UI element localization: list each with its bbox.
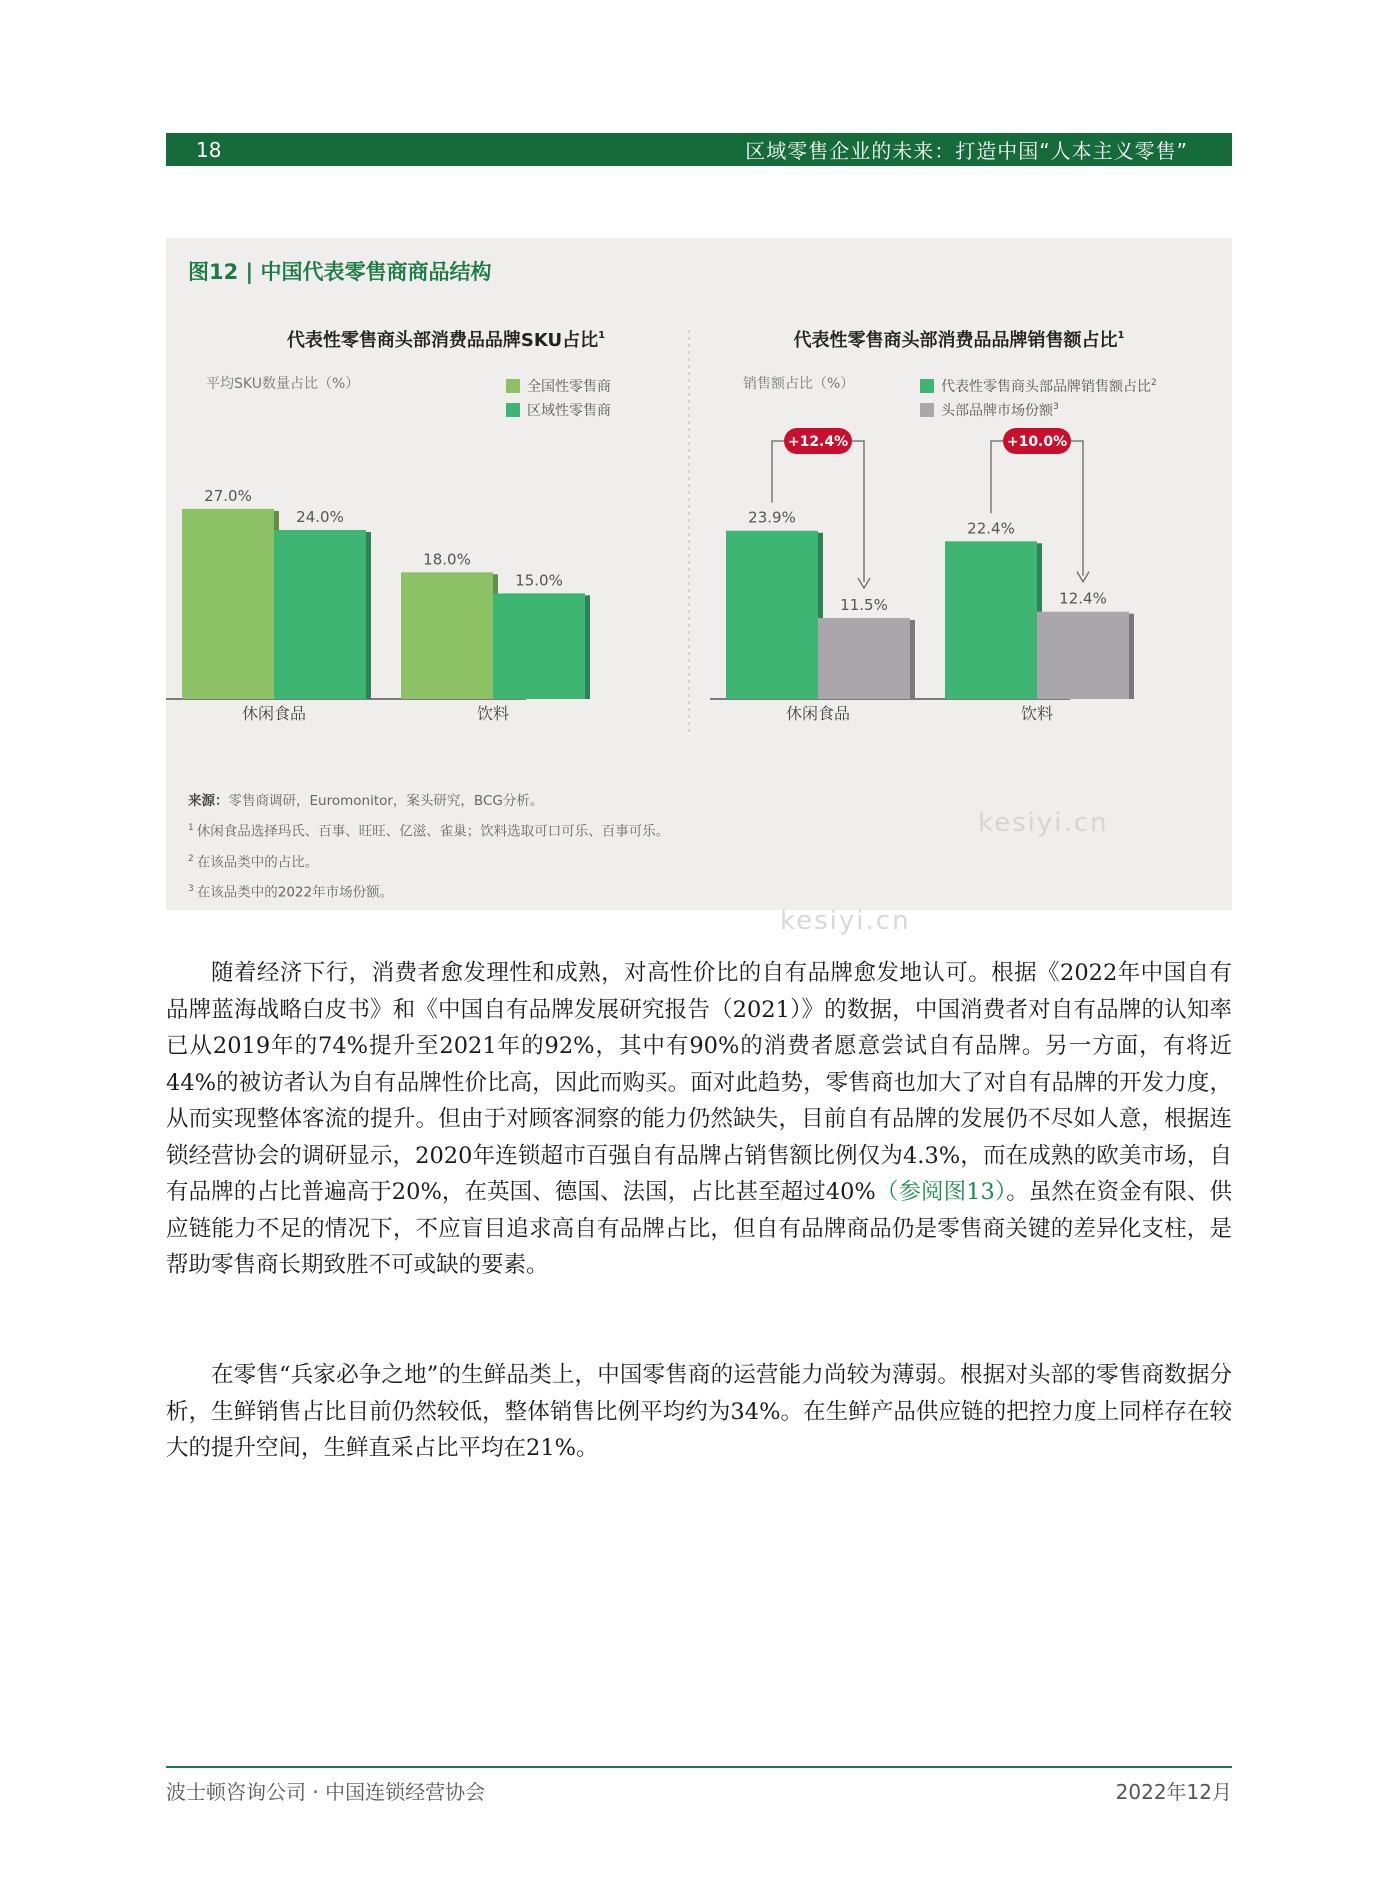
chart-2-bar-shade-2-1 [910,620,915,699]
chart-1-legend-swatch-1 [506,379,520,393]
watermark-1: kesiyi.cn [978,808,1109,838]
page-header [166,133,1232,166]
chart-1-category-label-1: 休闲食品 [241,704,307,723]
chart-1-bar-2-1 [274,530,366,699]
source-line [188,788,669,815]
body-paragraph-1 [166,955,1232,1284]
chart-2-category-label-2: 饮料 [1020,704,1054,723]
chart-2-bar-1-1 [726,531,818,699]
note-2 [188,846,669,877]
chart-2-bar-2-1 [818,618,910,699]
note-1 [188,815,669,846]
note-3-num: 3 [188,884,194,894]
source-text: 零售商调研，Euromonitor，案头研究，BCG分析。 [228,793,544,809]
chart-1-bar-2-2 [493,593,585,699]
footer-left: 波士顿咨询公司 · 中国连锁经营协会 [166,1780,486,1804]
chart-2-bar-1-2 [945,541,1037,699]
watermark-2: kesiyi.cn [780,906,911,936]
chart-1-category-label-2: 饮料 [476,704,510,723]
chart-2-value-label-2-2: 12.4% [1059,589,1107,608]
chart-2-bar-shade-2-2 [1129,614,1134,699]
chart-1-bar-1-2 [401,572,493,699]
paragraph-1-end: 。虽然在资金有限、供应链能力不足的情况下，不应盲目追求高自有品牌占比，但自有品牌商品仍是零售商关键的差异化支柱，是帮助零售商长期致胜不可或缺的要素。 [166,1179,1232,1278]
figure-13-reference-link[interactable]: （参阅图13） [875,1179,1007,1205]
source-label: 来源： [188,793,229,809]
chart-1-value-label-1-2: 18.0% [423,550,471,569]
note-3 [188,876,669,907]
chart-2-value-label-2-1: 11.5% [840,596,888,615]
page-number: 18 [196,137,222,162]
chart-2-value-label-1-2: 22.4% [967,519,1015,538]
chart-2-legend-swatch-2 [920,403,934,417]
footer-right: 2022年12月 [1115,1780,1232,1804]
chart-2-annotation-label-2: +10.0% [1006,434,1068,450]
note-1-num: 1 [188,823,194,833]
chart-1-bar-shade-2-1 [366,532,371,699]
chart-2-legend-label-2: 头部品牌市场份额$^3$ [941,402,1059,419]
chart-1-value-label-2-2: 15.0% [515,571,563,590]
note-3-text: 在该品类中的2022年市场份额。 [196,884,394,901]
figure-title: 图12 | 中国代表零售商商品结构 [188,260,492,284]
chart-1-bar-1-1 [182,509,274,699]
chart-2-value-label-1-1: 23.9% [748,508,796,527]
note-2-num: 2 [188,853,194,864]
chart-2-category-label-1: 休闲食品 [785,704,851,723]
chart-1-bar-shade-2-2 [585,595,590,699]
chart-2-legend-label-1: 代表性零售商头部品牌销售额占比$^2$ [941,378,1157,395]
figure-notes [188,788,669,907]
header-title: 区域零售企业的未来：打造中国“人本主义零售” [745,139,1188,163]
chart-1-legend-label-1: 全国性零售商 [527,379,611,395]
paragraph-1-text: 随着经济下行，消费者愈发理性和成熟，对高性价比的自有品牌愈发地认可。根据《2022年中国自有品牌蓝海战略白皮书》和《中国自有品牌发展研究报告（2021）》的数据，中国消费者对自有品牌的认知率已从2019年的74%提升至2021年的92%，其中有90%的消费者愿意尝试自有品牌。另一方面，有将近44%的被访者认为自有品牌性价比高，因此而购买。面对此趋势，零售商也加大了对自有品牌的开发力度，从而实现整体客流的提升。但由于对顾客洞察的能力仍然缺失，目前自有品牌的发展仍不尽如人意，根据连锁经营协会的调研显示，2020年连锁超市百强自有品牌占销售额比例仅为4.3%，而在成熟的欧美市场，自有品牌的占比普遍高于20%，在英国、德国、法国，占比甚至超过40% [166,960,1232,1205]
chart-1-legend-swatch-2 [506,403,520,417]
chart-1-title: 代表性零售商头部消费品品牌SKU占比$^1$ [286,330,606,351]
note-1-text: 休闲食品选择玛氏、百事、旺旺、亿滋、雀巢；饮料选取可口可乐、百事可乐。 [196,823,670,840]
chart-1-value-label-2-1: 24.0% [296,508,344,527]
chart-1-legend-label-2: 区域性零售商 [527,403,611,419]
chart-1-ylabel: 平均SKU数量占比（%） [206,376,360,392]
chart-2-title: 代表性零售商头部消费品品牌销售额占比$^1$ [793,330,1125,351]
footer-rule [166,1766,1232,1768]
chart-2-legend-swatch-1 [920,379,934,393]
note-2-text: 在该品类中的占比。 [196,854,319,870]
chart-2-ylabel: 销售额占比（%） [743,376,855,392]
chart-2-annotation-label-1: +12.4% [787,434,849,450]
body-paragraph-2: 在零售“兵家必争之地”的生鲜品类上，中国零售商的运营能力尚较为薄弱。根据对头部的零售商数据分析，生鲜销售占比目前仍然较低，整体销售比例平均约为34%。在生鲜产品供应链的把控力度上同样存在较大的提升空间，生鲜直采占比平均在21%。 [166,1362,1232,1461]
chart-2-bar-2-2 [1037,612,1129,699]
chart-1-value-label-1-1: 27.0% [204,486,252,505]
